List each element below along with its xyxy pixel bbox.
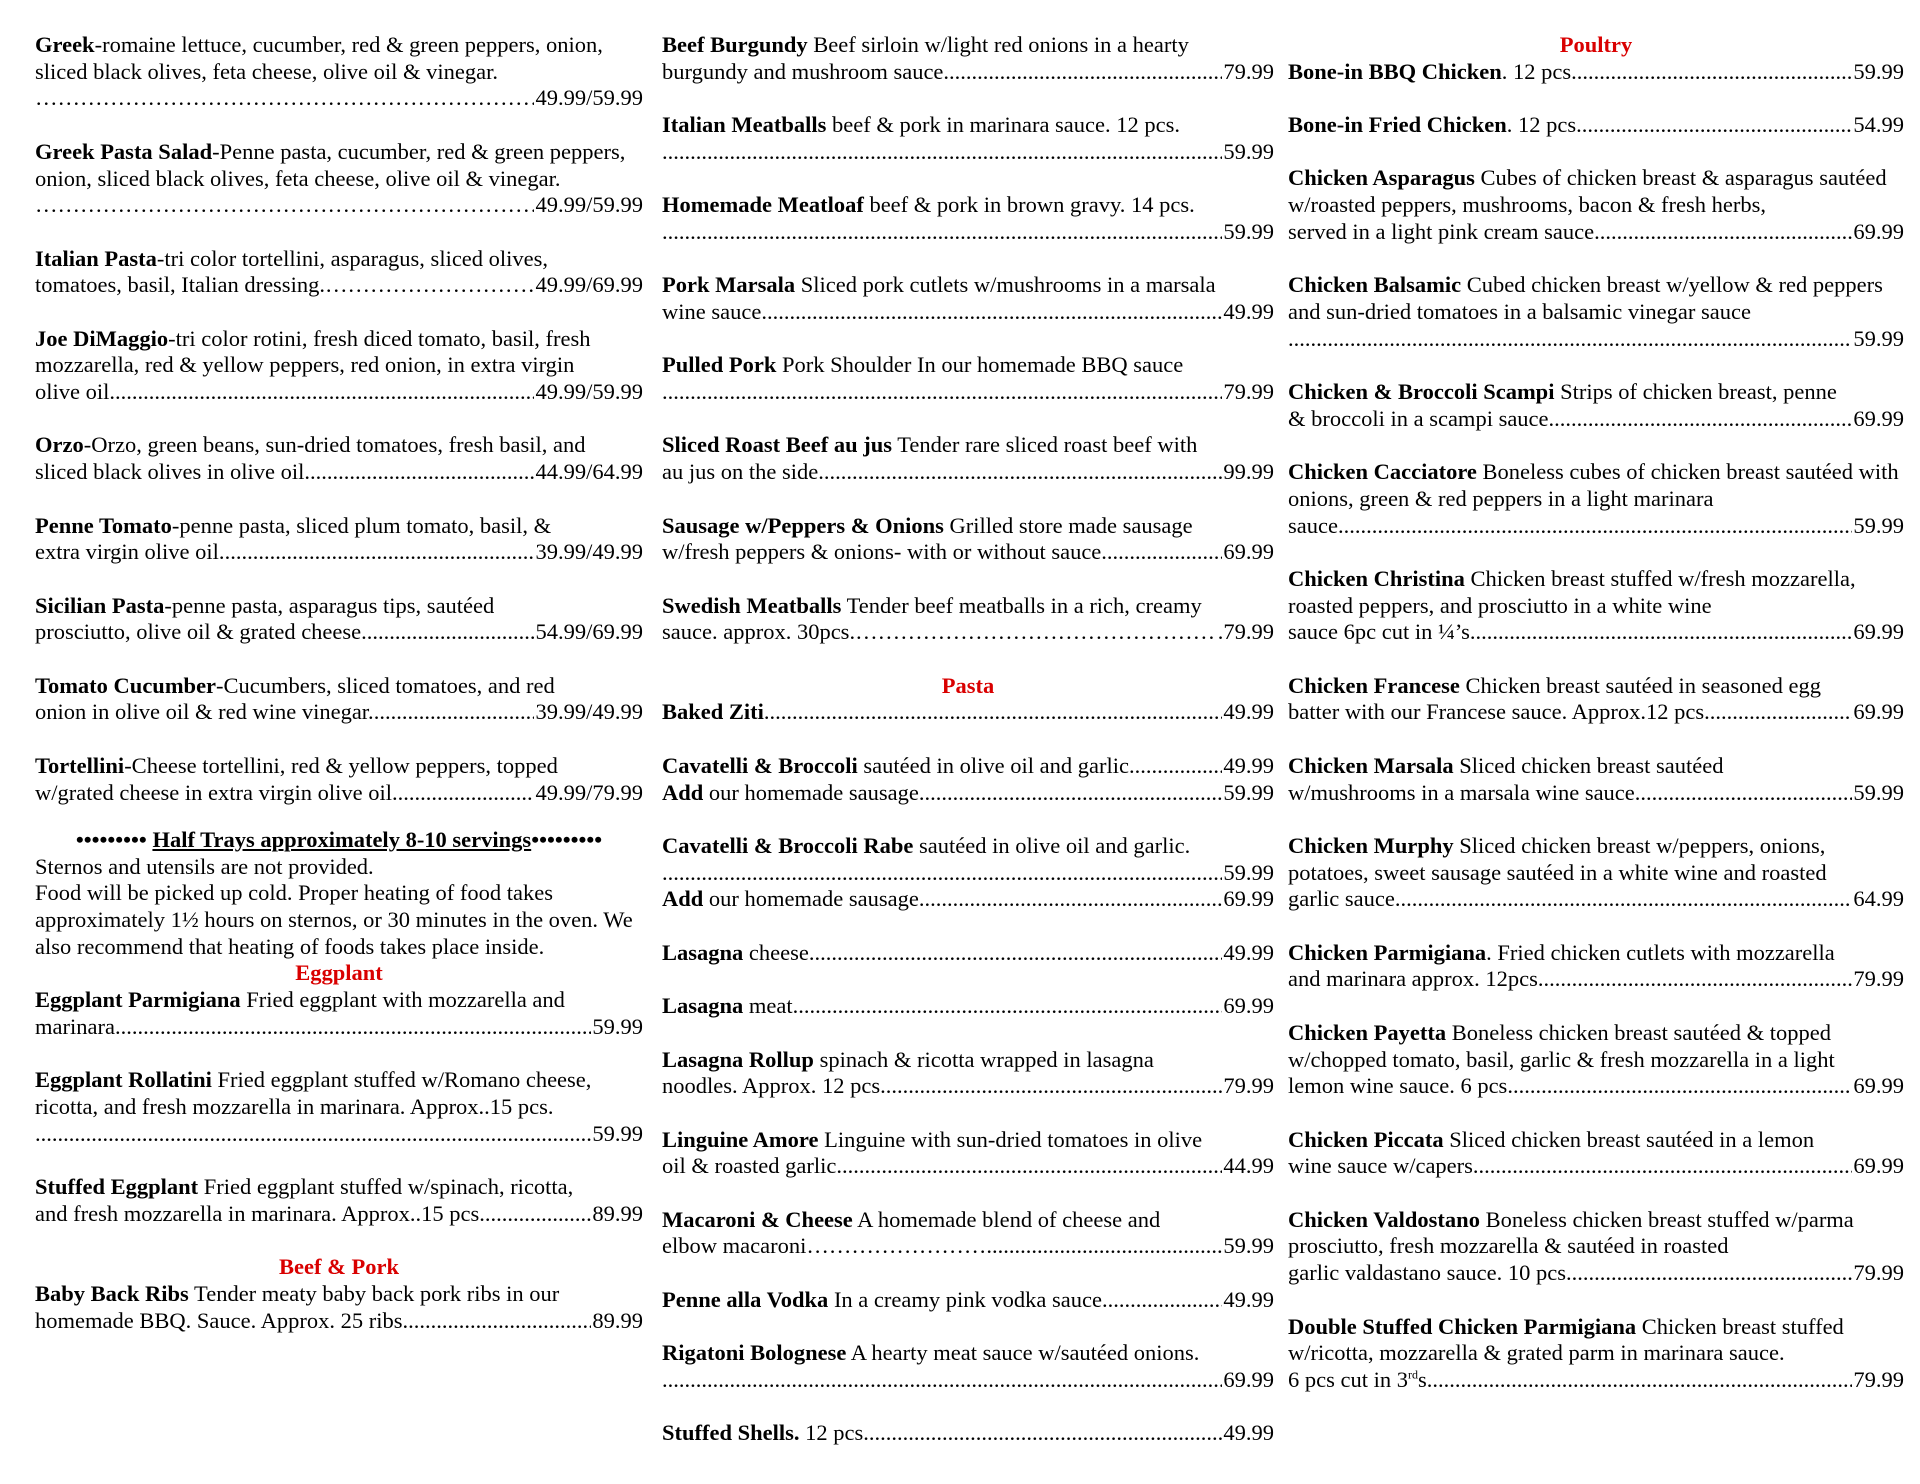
- item-description-end: 6 pcs cut in 3: [1288, 1366, 1408, 1392]
- item-description: -Penne pasta, cucumber, red & green peppers, onion, sliced black olives, feta cheese, olive oil & vinegar.: [35, 138, 626, 191]
- item-price: 49.99: [1223, 1420, 1274, 1446]
- item-description-end: served in a light pink cream sauce.: [1288, 218, 1600, 244]
- item-name: Double Stuffed Chicken Parmigiana: [1288, 1313, 1637, 1339]
- item-description: Sliced chicken breast sautéed: [1453, 752, 1724, 778]
- menu-item: [662, 833, 1274, 913]
- item-name: Orzo: [35, 432, 84, 458]
- item-description-end: extra virgin olive oil.: [35, 539, 225, 565]
- item-name: Greek: [35, 32, 95, 57]
- item-price: 49.99: [1223, 699, 1274, 725]
- item-description: cheese: [743, 939, 809, 965]
- item-description: Sliced chicken breast sautéed in a lemon: [1443, 1126, 1815, 1152]
- item-description: Pork Shoulder In our homemade BBQ sauce: [776, 352, 1184, 378]
- item-description: -tri color tortellini, asparagus, sliced olives,: [156, 245, 549, 271]
- item-price: 59.99: [592, 1013, 643, 1039]
- column-right: [1288, 32, 1904, 1394]
- item-name: Cavatelli & Broccoli: [662, 752, 858, 778]
- menu-item: [35, 673, 643, 726]
- menu-item: [662, 699, 1274, 726]
- item-price: 59.99: [1853, 58, 1904, 84]
- section-heading-poultry: Poultry: [1559, 32, 1633, 57]
- item-name: Homemade Meatloaf: [662, 192, 864, 218]
- item-description: Tender beef meatballs in a rich, creamy: [841, 592, 1202, 618]
- section-heading-pasta: Pasta: [941, 672, 995, 698]
- item-name: Penne Tomato: [35, 512, 172, 538]
- item-name: Lasagna: [662, 939, 744, 965]
- item-description: -Cheese tortellini, red & yellow peppers, topped: [124, 752, 558, 778]
- item-price: 49.99/69.99: [535, 272, 643, 298]
- item-name: Italian Meatballs: [662, 112, 827, 138]
- item-price: 69.99: [1223, 993, 1274, 1019]
- item-description-end: wine sauce w/capers: [1288, 1153, 1473, 1179]
- menu-item: [662, 432, 1274, 485]
- item-description: Strips of chicken breast, penne: [1554, 379, 1837, 405]
- menu-item: [35, 753, 643, 806]
- menu-item: [35, 326, 643, 406]
- section-heading-eggplant: Eggplant: [295, 960, 383, 986]
- menu-item: [662, 272, 1274, 325]
- item-price: 69.99: [1853, 699, 1904, 725]
- add-description: our homemade sausage: [703, 779, 919, 805]
- item-description-end: and fresh mozzarella in marinara. Approx..15 pcs.: [35, 1200, 485, 1226]
- item-name: Greek Pasta Salad: [35, 138, 213, 164]
- item-description-end: wine sauce.: [662, 298, 767, 324]
- item-description: Tender meaty baby back pork ribs in our: [188, 1280, 560, 1306]
- item-name: Italian Pasta: [35, 245, 157, 271]
- item-description: Fried eggplant stuffed w/spinach, ricotta,: [198, 1174, 574, 1200]
- item-name: Pork Marsala: [662, 272, 796, 298]
- menu-item: [35, 432, 643, 485]
- item-description: Tender rare sliced roast beef with: [892, 432, 1198, 458]
- item-description-end: w/fresh peppers & onions- with or without sauce: [662, 539, 1102, 565]
- item-price: 54.99: [1853, 112, 1904, 138]
- item-description-end: and marinara approx. 12pcs: [1288, 966, 1538, 992]
- item-name: Eggplant Rollatini: [35, 1067, 212, 1093]
- menu-item: [662, 993, 1274, 1020]
- item-price: 79.99: [1853, 1260, 1904, 1286]
- item-description-end: au jus on the side.: [662, 459, 824, 485]
- item-description: Fried eggplant with mozzarella and: [240, 987, 565, 1013]
- item-name: Penne alla Vodka: [662, 1286, 829, 1312]
- item-description-end: w/mushrooms in a marsala wine sauce: [1288, 779, 1635, 805]
- item-description: -tri color rotini, fresh diced tomato, basil, fresh mozzarella, red & yellow peppers, red onion, in extra virgin: [35, 325, 591, 378]
- item-description: 12 pcs: [799, 1420, 864, 1446]
- item-name: Tomato Cucumber: [35, 672, 217, 698]
- add-price: 59.99: [1223, 779, 1274, 805]
- menu-item: [1288, 1020, 1904, 1100]
- item-description: . 12 pcs: [1506, 112, 1577, 138]
- item-name: Bone-in Fried Chicken: [1288, 112, 1507, 138]
- menu-item: [662, 753, 1274, 806]
- item-name: Beef Burgundy: [662, 32, 808, 57]
- item-price: 59.99: [1853, 325, 1904, 351]
- item-description: Chicken breast stuffed w/fresh mozzarella, roasted peppers, and prosciutto in a white wine: [1288, 565, 1856, 618]
- item-description: -Orzo, green beans, sun-dried tomatoes, fresh basil, and: [83, 432, 586, 458]
- item-name: Stuffed Eggplant: [35, 1174, 199, 1200]
- item-name: Chicken Cacciatore: [1288, 459, 1477, 485]
- menu-item: [1288, 753, 1904, 806]
- bullets-left: •••••••••: [75, 826, 153, 852]
- item-price: 69.99: [1853, 1073, 1904, 1099]
- item-name: Sausage w/Peppers & Onions: [662, 512, 944, 538]
- item-description: Beef sirloin w/light red onions in a hearty: [807, 32, 1189, 57]
- item-description-end: olive oil.: [35, 379, 115, 405]
- item-description-end: noodles. Approx. 12 pcs: [662, 1073, 881, 1099]
- menu-item: [662, 1127, 1274, 1180]
- item-price: 49.99: [1223, 752, 1274, 778]
- menu-item: [35, 32, 643, 112]
- item-description: . Fried chicken cutlets with mozzarella: [1486, 939, 1835, 965]
- item-description: Grilled store made sausage: [943, 512, 1193, 538]
- item-price: 49.99/59.99: [535, 85, 643, 111]
- item-name: Chicken Piccata: [1288, 1126, 1444, 1152]
- menu-item: [35, 139, 643, 219]
- item-description-end: sauce: [1288, 512, 1338, 538]
- menu-item: [1288, 272, 1904, 352]
- item-name: Chicken Christina: [1288, 565, 1465, 591]
- item-description: -penne pasta, sliced plum tomato, basil, &: [171, 512, 552, 538]
- item-description-end: onion in olive oil & red wine vinegar.: [35, 699, 374, 725]
- item-price: 79.99: [1223, 379, 1274, 405]
- item-description: Boneless chicken breast sautéed & topped w/chopped tomato, basil, garlic & fresh mozzarella in a light: [1288, 1019, 1835, 1072]
- menu-item: [1288, 940, 1904, 993]
- item-name: Linguine Amore: [662, 1126, 819, 1152]
- item-description: beef & pork in brown gravy. 14 pcs.: [863, 192, 1195, 218]
- item-price: 69.99: [1853, 405, 1904, 431]
- item-name: Tortellini: [35, 752, 125, 778]
- menu-item: [1288, 112, 1904, 139]
- item-description: Chicken breast stuffed w/ricotta, mozzarella & grated parm in marinara sauce.: [1288, 1313, 1844, 1366]
- item-price: 69.99: [1223, 1366, 1274, 1392]
- item-price: 59.99: [1223, 859, 1274, 885]
- item-price: 59.99: [592, 1120, 643, 1146]
- item-price: 44.99/64.99: [535, 459, 643, 485]
- item-description-tail: s.: [1417, 1366, 1433, 1392]
- item-price: 54.99/69.99: [535, 619, 643, 645]
- menu-item: [662, 352, 1274, 405]
- item-price: 79.99: [1853, 1366, 1904, 1392]
- item-price: 69.99: [1853, 1153, 1904, 1179]
- item-name: Chicken Francese: [1288, 672, 1460, 698]
- item-description: In a creamy pink vodka sauce: [828, 1286, 1102, 1312]
- item-description: sautéed in olive oil and garlic.: [913, 832, 1191, 858]
- menu-item: [662, 1340, 1274, 1393]
- item-name: Macaroni & Cheese: [662, 1206, 853, 1232]
- menu-item: [1288, 833, 1904, 913]
- item-price: 59.99: [1223, 138, 1274, 164]
- item-description: Boneless chicken breast stuffed w/parma prosciutto, fresh mozzarella & sautéed in roasted: [1288, 1206, 1854, 1259]
- item-description: Sliced chicken breast w/peppers, onions, potatoes, sweet sausage sautéed in a white wine and roasted: [1288, 832, 1827, 885]
- item-price: 79.99: [1853, 966, 1904, 992]
- menu-item: [662, 1287, 1274, 1314]
- bullets-right: •••••••••: [531, 826, 603, 852]
- menu-item: [1288, 379, 1904, 432]
- column-middle: [662, 32, 1274, 1447]
- menu-item: [662, 192, 1274, 245]
- item-description-end: & broccoli in a scampi sauce: [1288, 405, 1549, 431]
- menu-item: [662, 1047, 1274, 1100]
- menu-item: [35, 987, 643, 1040]
- item-description-end: marinara: [35, 1013, 115, 1039]
- item-price: 59.99: [1223, 1233, 1274, 1259]
- menu-item: [35, 513, 643, 566]
- item-price: 49.99: [1223, 298, 1274, 324]
- item-description-end: oil & roasted garlic: [662, 1153, 837, 1179]
- add-price: 69.99: [1223, 886, 1274, 912]
- item-name: Chicken Murphy: [1288, 832, 1454, 858]
- menu-item: [662, 1207, 1274, 1260]
- item-name: Cavatelli & Broccoli Rabe: [662, 832, 914, 858]
- item-price: 69.99: [1853, 619, 1904, 645]
- add-description: our homemade sausage: [703, 886, 919, 912]
- item-name: Eggplant Parmigiana: [35, 987, 241, 1013]
- item-name: Pulled Pork: [662, 352, 777, 378]
- menu-item: [1288, 459, 1904, 539]
- item-price: 59.99: [1223, 218, 1274, 244]
- item-description: Linguine with sun-dried tomatoes in olive: [818, 1126, 1203, 1152]
- item-description: -Cucumbers, sliced tomatoes, and red: [216, 672, 555, 698]
- item-description: Cubed chicken breast w/yellow & red peppers and sun-dried tomatoes in a balsamic vinegar sauce: [1288, 272, 1883, 324]
- item-name: Chicken Asparagus: [1288, 165, 1475, 191]
- ordinal-suffix: rd: [1407, 1367, 1418, 1382]
- item-price: 49.99/79.99: [535, 779, 643, 805]
- item-name: Chicken Marsala: [1288, 752, 1454, 778]
- menu-item: [662, 1420, 1274, 1447]
- item-price: 49.99: [1223, 1286, 1274, 1312]
- item-description: spinach & ricotta wrapped in lasagna: [813, 1046, 1154, 1072]
- menu-item: [35, 593, 643, 646]
- item-description: A hearty meat sauce w/sautéed onions.: [846, 1340, 1200, 1366]
- item-price: 49.99: [1223, 939, 1274, 965]
- item-price: 59.99: [1853, 512, 1904, 538]
- item-price: 99.99: [1223, 459, 1274, 485]
- column-left: [35, 32, 643, 1361]
- item-description: -penne pasta, asparagus tips, sautéed: [164, 592, 495, 618]
- menu-item: [35, 246, 643, 299]
- section-heading-beef-pork: Beef & Pork: [279, 1254, 399, 1280]
- menu-item: [662, 32, 1274, 85]
- item-description-end: sauce 6pc cut in ¼’s: [1288, 619, 1470, 645]
- item-price: 69.99: [1853, 218, 1904, 244]
- menu-item: [662, 593, 1274, 646]
- item-name: Chicken Parmigiana: [1288, 939, 1487, 965]
- menu-item: [1288, 1127, 1904, 1180]
- item-description-end: tomatoes, basil, Italian dressing.: [35, 272, 325, 298]
- add-label: Add: [662, 779, 704, 805]
- item-name: Rigatoni Bolognese: [662, 1340, 847, 1366]
- item-description: Fried eggplant stuffed w/Romano cheese, ricotta, and fresh mozzarella in marinara. Approx..15 pcs.: [35, 1067, 592, 1119]
- item-name: Chicken Balsamic: [1288, 272, 1462, 298]
- item-price: 64.99: [1853, 886, 1904, 912]
- item-price: 79.99: [1223, 58, 1274, 84]
- menu-item: [1288, 673, 1904, 726]
- item-description: sautéed in olive oil and garlic: [857, 752, 1129, 778]
- item-description-end: sliced black olives in olive oil.: [35, 459, 310, 485]
- menu-item: [1288, 59, 1904, 86]
- item-description-end: homemade BBQ. Sauce. Approx. 25 ribs: [35, 1307, 403, 1333]
- item-name: Baby Back Ribs: [35, 1280, 189, 1306]
- menu-item: [1288, 566, 1904, 646]
- menu-item: [35, 1067, 643, 1147]
- item-name: Chicken & Broccoli Scampi: [1288, 379, 1555, 405]
- item-description-end: burgundy and mushroom sauce.: [662, 58, 950, 84]
- item-description: meat: [743, 993, 793, 1019]
- item-description-end: w/grated cheese in extra virgin olive oil: [35, 779, 392, 805]
- menu-item: [662, 513, 1274, 566]
- item-price: 49.99/59.99: [535, 192, 643, 218]
- item-price: 39.99/49.99: [535, 699, 643, 725]
- heating-note: Food will be picked up cold. Proper heating of food takes approximately 1½ hours on sternos, or 30 minutes in the oven. We also recommend that heating of foods takes place inside.: [35, 880, 633, 959]
- item-price: 59.99: [1853, 779, 1904, 805]
- menu-item: [35, 1281, 643, 1334]
- item-description: -romaine lettuce, cucumber, red & green peppers, onion, sliced black olives, feta cheese, olive oil & vinegar.: [35, 32, 603, 84]
- item-name: Chicken Valdostano: [1288, 1206, 1480, 1232]
- item-description: Chicken breast sautéed in seasoned egg: [1459, 672, 1821, 698]
- item-name: Chicken Payetta: [1288, 1019, 1447, 1045]
- item-price: 89.99: [592, 1307, 643, 1333]
- menu-item: [1288, 1314, 1904, 1394]
- item-description-end: elbow macaroni……………………: [662, 1233, 987, 1259]
- item-name: Baked Ziti: [662, 699, 764, 725]
- item-name: Sliced Roast Beef au jus: [662, 432, 892, 458]
- menu-item: [662, 112, 1274, 165]
- item-price: 89.99: [592, 1200, 643, 1226]
- item-description-end: lemon wine sauce. 6 pcs: [1288, 1073, 1508, 1099]
- sternos-note: Sternos and utensils are not provided.: [35, 853, 374, 879]
- half-trays-title: Half Trays approximately 8-10 servings: [152, 826, 532, 852]
- add-label: Add: [662, 886, 704, 912]
- menu-item: [662, 940, 1274, 967]
- menu-item: [1288, 165, 1904, 245]
- item-price: 44.99: [1223, 1153, 1274, 1179]
- item-description-end: garlic valdastano sauce. 10 pcs: [1288, 1260, 1567, 1286]
- item-description: Boneless cubes of chicken breast sautéed with onions, green & red peppers in a light marinara: [1288, 459, 1899, 511]
- item-name: Stuffed Shells.: [662, 1420, 800, 1446]
- item-price: 79.99: [1223, 1073, 1274, 1099]
- item-price: 69.99: [1223, 539, 1274, 565]
- item-name: Sicilian Pasta: [35, 592, 165, 618]
- menu-item: [1288, 1207, 1904, 1287]
- menu-item: [35, 1174, 643, 1227]
- item-name: Lasagna: [662, 993, 744, 1019]
- item-description: Sliced pork cutlets w/mushrooms in a marsala: [795, 272, 1216, 298]
- item-price: 39.99/49.99: [535, 539, 643, 565]
- item-description: Cubes of chicken breast & asparagus sautéed w/roasted peppers, mushrooms, bacon & fresh herbs,: [1288, 165, 1887, 218]
- item-name: Swedish Meatballs: [662, 592, 842, 618]
- item-name: Lasagna Rollup: [662, 1046, 814, 1072]
- item-description-end: sauce. approx. 30pcs.: [662, 619, 856, 645]
- item-description-end: batter with our Francese sauce. Approx.12 pcs: [1288, 699, 1705, 725]
- item-description: A homemade blend of cheese and: [852, 1206, 1161, 1232]
- item-price: .79.99: [1217, 619, 1274, 645]
- item-name: Bone-in BBQ Chicken: [1288, 58, 1502, 84]
- item-description: beef & pork in marinara sauce. 12 pcs.: [826, 112, 1181, 138]
- half-trays-banner: [35, 827, 643, 854]
- item-price: 49.99/59.99: [535, 379, 643, 405]
- item-description-end: garlic sauce: [1288, 886, 1395, 912]
- item-description: . 12 pcs: [1501, 58, 1572, 84]
- item-description-end: prosciutto, olive oil & grated cheese: [35, 619, 362, 645]
- item-name: Joe DiMaggio: [35, 325, 169, 351]
